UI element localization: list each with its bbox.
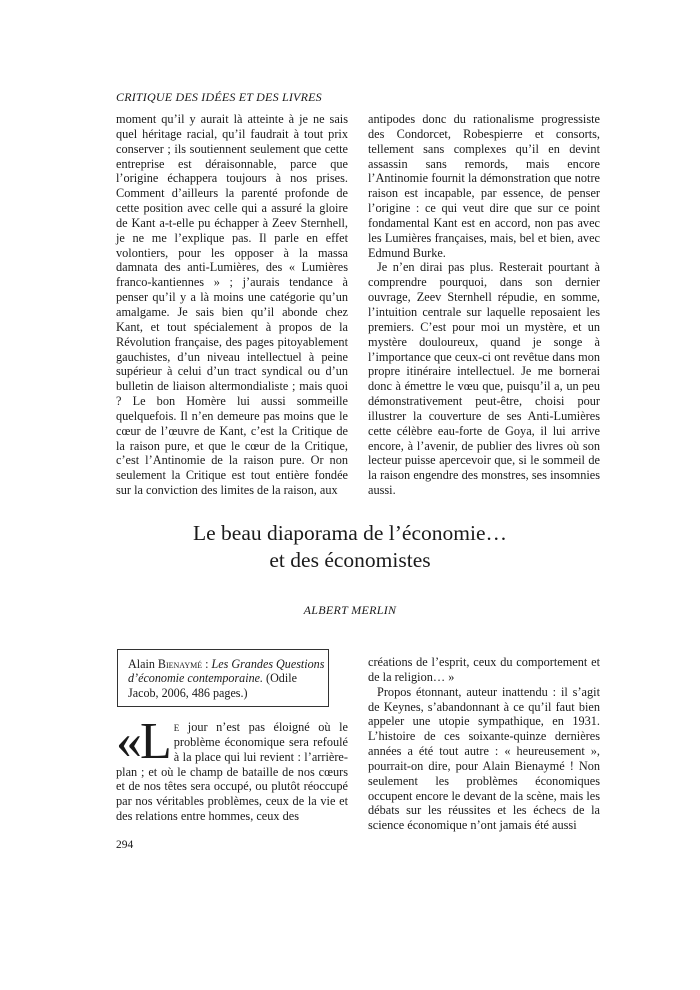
- opening-text: jour n’est pas éloigné où le problème économique sera refoulé à la place qui lui revient : l’arrière-plan ; et où le champ de bataille de nos cœurs et de nos têtes sera occupé, ou plutôt réoccupé par nos véritables problèmes, ceux de la vie et des relations entre hommes, ceux des: [116, 720, 348, 824]
- author-byline: ALBERT MERLIN: [303, 603, 397, 617]
- bottom-left-column: [116, 713, 348, 824]
- paragraph: moment qu’il y aurait là atteinte à je ne sais quel héritage racial, qu’il faudrait à tout prix conserver ; ils soutiennent seulement que cette entreprise est déraisonnable, parce que l’origine échappera toujours à nos prises. Comment d’ailleurs la parenté profonde de cette position avec celle qui a assuré la gloire de Kant a-t-elle pu échapper à Zeev Sternhell, je ne me l’explique pas. Il parle en effet volontiers, pour les opposer à la massa damnata des anti-Lumières, des « Lumières franco-kantiennes » ; j’aurais tendance à penser qu’il y a là moins une catégorie qu’un amalgame. Je sais bien qu’il abonde chez Kant, et tout spécialement à propos de la Révolution française, des pages pitoyablement gauchistes, d’un niveau intellectuel à peine supérieur à celui d’un tract syndical ou d’un bulletin de liaison altermondialiste ; mais quoi ? Le bon Homère lui aussi sommeille quelquefois. Il n’en demeure pas moins que le cœur de l’œuvre de Kant, c’est la Critique de la raison pure, et que le cœur de la Critique, c’est l’Antinomie de la raison pure. Or non seulement la Critique est tout entière fondée sur la conviction des limites de la raison, aux: [116, 112, 348, 498]
- first-word-rest: e: [173, 720, 180, 734]
- drop-cap-letter: L: [140, 713, 170, 770]
- drop-cap: [116, 713, 170, 770]
- book-publication: (Odile Jacob, 2006, 486 pages.): [128, 671, 297, 700]
- opening-paragraph: [116, 713, 348, 824]
- running-head: CRITIQUE DES IDÉES ET DES LIVRES: [116, 90, 322, 104]
- paragraph: Propos étonnant, auteur inattendu : il s’agit de Keynes, s’abandonnant à ce qu’il faut bien appeler une utopie sympathique, en 1931. L’histoire de ces soixante-quinze dernières années a été tout autre : « heureusement », pourrait-on dire, pour Alain Bienaymé ! Non seulement les problèmes économiques occupent encore le devant de la scène, mais les débats sur les réussites et les échecs de la science économique n’ont jamais été aussi: [368, 684, 600, 833]
- bottom-right-column: [368, 655, 600, 833]
- paragraph: créations de l’esprit, ceux du comportement et de la religion… »: [368, 655, 600, 684]
- page-number: 294: [116, 839, 134, 851]
- book-author-first: Alain: [128, 657, 158, 671]
- book-title: Les Grandes Questions d’économie contemporaine.: [128, 657, 325, 686]
- paragraph: Je n’en dirai pas plus. Resterait pourtant à comprendre pourquoi, dans son dernier ouvrage, Zeev Sternhell répudie, en somme, l’intuition centrale sur laquelle reposaient les premiers. C’est pour moi un mystère, et un mystère douloureux, quand je songe à l’importance que ceux-ci ont revêtue dans mon propre itinéraire intellectuel. Je me bornerai donc à émettre le vœu que, puisqu’il a, un peu démonstrativement peut-être, choisi pour illustrer la couverture de ses Anti-Lumières cette célèbre eau-forte de Goya, il lui arrive encore, à l’avenir, de publier des livres où son lecteur puisse apercevoir que, si le sommeil de la raison engendre des monstres, ses insomnies aussi.: [368, 260, 600, 498]
- book-author-last: Bienaymé: [157, 657, 203, 671]
- article-title-line-1: Le beau diaporama de l’économie…: [193, 521, 507, 545]
- paragraph: antipodes donc du rationalisme progressiste des Condorcet, Robespierre et consorts, tellement sans complexes qu’il en devint assassin sans remords, mais encore l’Antinomie fournit la démonstration que notre raison est incapable, par essence, de penser l’origine : ce qui veut dire que sur ce point fondamental Kant est en accord, non pas avec les Lumières françaises, mais, bel et bien, avec Edmund Burke.: [368, 112, 600, 260]
- top-left-column: [116, 112, 348, 498]
- article-title: [0, 520, 700, 574]
- book-separator: :: [202, 657, 212, 671]
- article-title-line-2: et des économistes: [269, 548, 431, 572]
- top-right-column: [368, 112, 600, 498]
- book-reference-box: [117, 649, 329, 707]
- drop-cap-quote: «: [116, 713, 140, 770]
